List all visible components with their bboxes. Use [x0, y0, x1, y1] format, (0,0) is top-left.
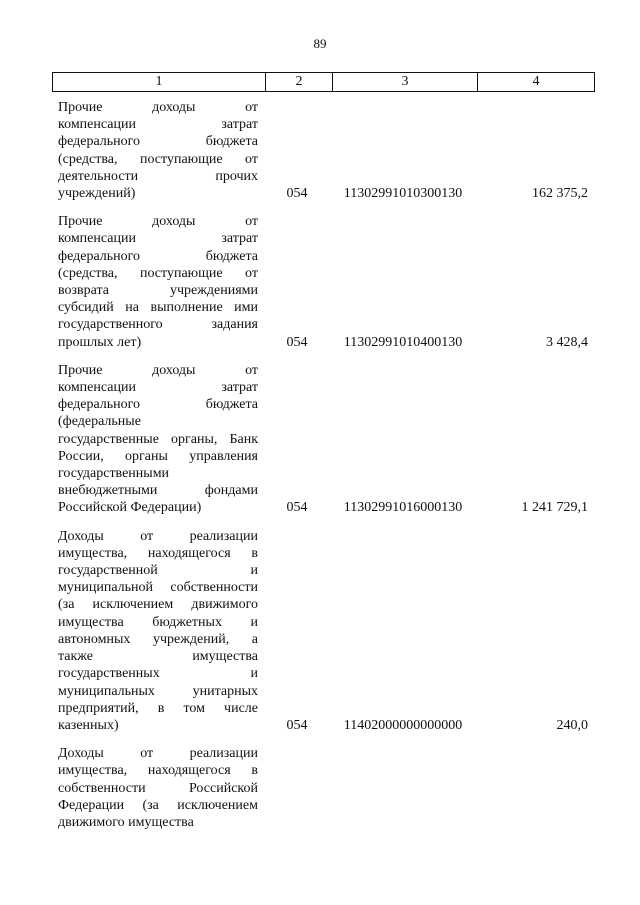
description-line: Прочие доходы от	[58, 100, 258, 115]
description-line: государственных и	[58, 666, 258, 682]
description-line: России, органы управления	[58, 448, 258, 464]
description-line: компенсации затрат	[58, 117, 258, 133]
description-line: компенсации затрат	[58, 380, 258, 396]
description-line: (средства, поступающие от	[58, 265, 258, 281]
budget-classification-code: 11302991010300130	[343, 186, 463, 202]
row-description	[58, 213, 258, 351]
column-header-2: 2	[266, 73, 333, 92]
description-line: федерального бюджета	[58, 397, 258, 413]
description-line: муниципальной собственности	[58, 580, 258, 596]
description-line: возврата учреждениями	[58, 283, 258, 299]
budget-classification-code: 11402000000000000	[343, 717, 463, 733]
admin-code: 054	[286, 500, 308, 516]
description-line: компенсации затрат	[58, 231, 258, 247]
budget-classification-code: 11302991016000130	[343, 500, 463, 516]
admin-code: 054	[286, 334, 308, 350]
description-line: субсидий на выполнение ими	[58, 300, 258, 316]
description-line: (средства, поступающие от	[58, 151, 258, 167]
description-line: федерального бюджета	[58, 248, 258, 264]
amount: 240,0	[556, 717, 588, 733]
description-line: федерального бюджета	[58, 134, 258, 150]
description-line: Федерации (за исключением	[58, 797, 258, 813]
table-row	[0, 99, 640, 202]
description-line: также имущества	[58, 649, 258, 665]
description-line: Доходы от реализации	[58, 528, 258, 544]
description-line: государственные органы, Банк	[58, 431, 258, 447]
description-line: учреждений)	[58, 186, 136, 202]
description-line: Прочие доходы от	[58, 362, 258, 378]
row-description	[58, 745, 258, 831]
description-line: предприятий, в том числе	[58, 700, 258, 716]
budget-classification-code: 11302991010400130	[343, 334, 463, 350]
description-line: деятельности прочих	[58, 168, 258, 184]
column-header-3: 3	[333, 73, 478, 92]
description-line: казенных)	[58, 717, 119, 733]
amount: 162 375,2	[532, 186, 588, 202]
description-line: собственности Российской	[58, 780, 258, 796]
description-line: прошлых лет)	[58, 334, 142, 350]
column-header-4: 4	[478, 73, 595, 92]
description-line: государственными	[58, 466, 170, 482]
description-line: имущества бюджетных и	[58, 614, 258, 630]
table-row	[0, 362, 640, 517]
column-header-table	[52, 72, 595, 92]
page-number: 89	[313, 36, 327, 51]
revenue-rows	[0, 99, 640, 842]
description-line: Российской Федерации)	[58, 500, 202, 516]
row-description	[58, 99, 258, 202]
admin-code: 054	[286, 186, 308, 202]
row-description	[58, 528, 258, 734]
table-row	[0, 528, 640, 734]
description-line: муниципальных унитарных	[58, 683, 258, 699]
description-line: автономных учреждений, а	[58, 631, 258, 647]
table-row	[0, 745, 640, 831]
description-line: внебюджетными фондами	[58, 483, 258, 499]
admin-code: 054	[286, 717, 308, 733]
row-description	[58, 362, 258, 517]
table-row	[0, 213, 640, 351]
column-header-1: 1	[53, 73, 266, 92]
description-line: государственного задания	[58, 317, 258, 333]
description-line: (за исключением движимого	[58, 597, 258, 613]
column-header-row	[53, 73, 595, 92]
description-line: Доходы от реализации	[58, 746, 258, 762]
amount: 1 241 729,1	[521, 500, 588, 516]
description-line: государственной и	[58, 563, 258, 579]
description-line: (федеральные	[58, 414, 141, 430]
description-line: имущества, находящегося в	[58, 763, 258, 779]
description-line: движимого имущества	[58, 814, 194, 830]
description-line: имущества, находящегося в	[58, 545, 258, 561]
amount: 3 428,4	[546, 334, 588, 350]
description-line: Прочие доходы от	[58, 214, 258, 230]
